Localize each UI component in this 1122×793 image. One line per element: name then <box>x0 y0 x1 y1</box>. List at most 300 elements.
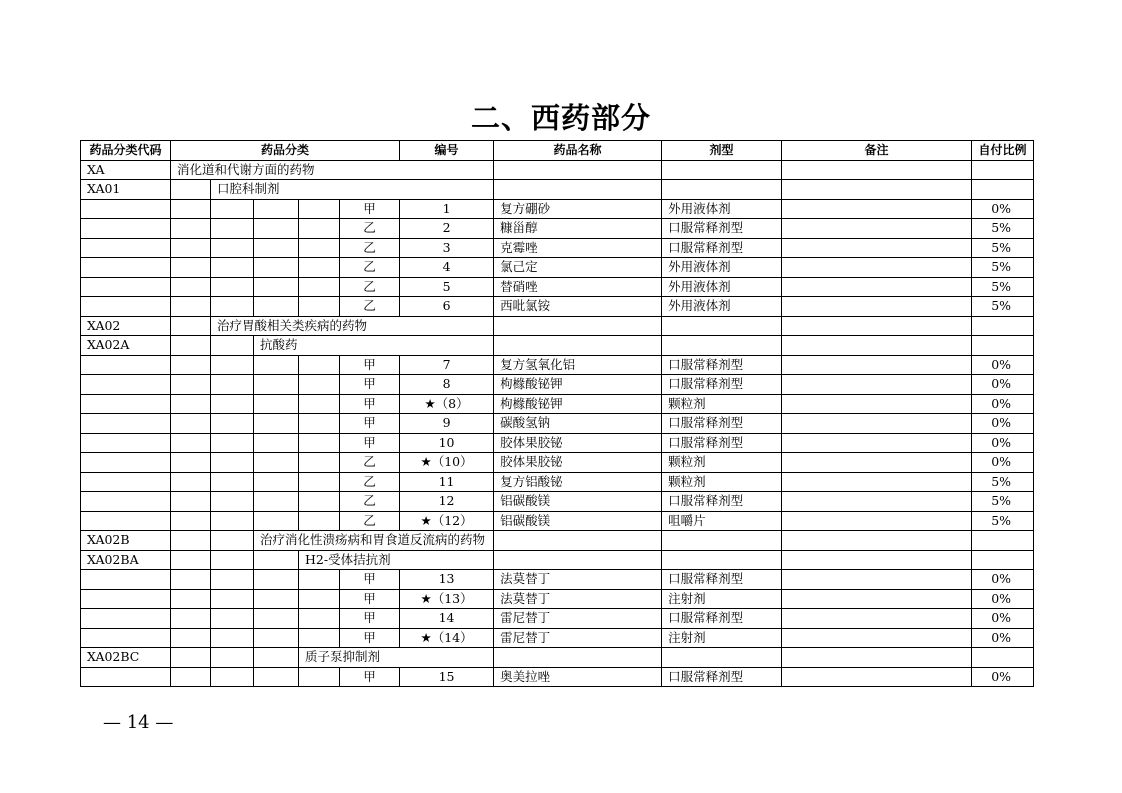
drug-row <box>81 375 1034 395</box>
drug-ratio: 0% <box>972 667 1034 687</box>
empty-cell <box>211 570 254 590</box>
drug-ratio: 5% <box>972 219 1034 239</box>
empty-cell <box>254 570 299 590</box>
empty-cell <box>171 258 211 278</box>
drug-form: 口服常释剂型 <box>662 667 782 687</box>
drug-note <box>782 570 972 590</box>
drug-note <box>782 667 972 687</box>
empty-cell <box>254 297 299 317</box>
drug-ratio: 5% <box>972 297 1034 317</box>
empty-cell <box>254 219 299 239</box>
drug-class: 甲 <box>340 414 400 434</box>
drug-ratio: 0% <box>972 394 1034 414</box>
empty-cell <box>171 414 211 434</box>
empty-cell <box>782 648 972 668</box>
drug-name: 雷尼替丁 <box>494 628 662 648</box>
empty-cell <box>211 375 254 395</box>
drug-class: 乙 <box>340 258 400 278</box>
drug-class: 乙 <box>340 511 400 531</box>
category-label: 口腔科制剂 <box>211 180 494 200</box>
category-code: XA <box>81 160 171 180</box>
empty-cell <box>494 648 662 668</box>
drug-class: 乙 <box>340 219 400 239</box>
drug-ratio: 0% <box>972 589 1034 609</box>
empty-cell <box>211 589 254 609</box>
empty-cell <box>81 277 171 297</box>
drug-number: 12 <box>400 492 494 512</box>
drug-name: 胶体果胶铋 <box>494 453 662 473</box>
table-body <box>81 160 1034 687</box>
drug-ratio: 0% <box>972 609 1034 629</box>
drug-form: 口服常释剂型 <box>662 433 782 453</box>
drug-row <box>81 219 1034 239</box>
empty-cell <box>171 355 211 375</box>
drug-ratio: 0% <box>972 433 1034 453</box>
empty-cell <box>171 648 211 668</box>
drug-note <box>782 277 972 297</box>
empty-cell <box>171 667 211 687</box>
empty-cell <box>972 336 1034 356</box>
empty-cell <box>972 648 1034 668</box>
empty-cell <box>171 570 211 590</box>
drug-class: 甲 <box>340 667 400 687</box>
drug-row <box>81 453 1034 473</box>
empty-cell <box>972 180 1034 200</box>
drug-number: 1 <box>400 199 494 219</box>
empty-cell <box>171 238 211 258</box>
empty-cell <box>299 570 340 590</box>
empty-cell <box>254 472 299 492</box>
empty-cell <box>254 667 299 687</box>
drug-row <box>81 297 1034 317</box>
empty-cell <box>81 433 171 453</box>
drug-ratio: 0% <box>972 199 1034 219</box>
drug-note <box>782 414 972 434</box>
empty-cell <box>211 277 254 297</box>
drug-number: 6 <box>400 297 494 317</box>
empty-cell <box>299 511 340 531</box>
category-label: H2-受体拮抗剂 <box>299 550 494 570</box>
category-label: 治疗消化性溃疡病和胃食道反流病的药物 <box>254 531 494 551</box>
drug-name: 奥美拉唑 <box>494 667 662 687</box>
drug-number: ★（14） <box>400 628 494 648</box>
empty-cell <box>171 336 211 356</box>
empty-cell <box>254 238 299 258</box>
empty-cell <box>972 316 1034 336</box>
drug-row <box>81 570 1034 590</box>
drug-number: 5 <box>400 277 494 297</box>
drug-number: 14 <box>400 609 494 629</box>
empty-cell <box>662 336 782 356</box>
empty-cell <box>662 316 782 336</box>
drug-note <box>782 394 972 414</box>
drug-form: 口服常释剂型 <box>662 414 782 434</box>
category-row <box>81 531 1034 551</box>
empty-cell <box>254 355 299 375</box>
drug-number: ★（13） <box>400 589 494 609</box>
drug-row <box>81 277 1034 297</box>
empty-cell <box>254 492 299 512</box>
drug-ratio: 5% <box>972 277 1034 297</box>
drug-row <box>81 394 1034 414</box>
empty-cell <box>254 511 299 531</box>
empty-cell <box>81 511 171 531</box>
drug-name: 糠甾醇 <box>494 219 662 239</box>
drug-name: 铝碳酸镁 <box>494 511 662 531</box>
drug-ratio: 0% <box>972 628 1034 648</box>
empty-cell <box>211 531 254 551</box>
empty-cell <box>254 648 299 668</box>
empty-cell <box>782 316 972 336</box>
drug-class: 乙 <box>340 472 400 492</box>
drug-note <box>782 609 972 629</box>
drug-form: 颗粒剂 <box>662 453 782 473</box>
empty-cell <box>254 199 299 219</box>
drug-note <box>782 511 972 531</box>
drug-name: 雷尼替丁 <box>494 609 662 629</box>
drug-ratio: 5% <box>972 258 1034 278</box>
empty-cell <box>254 453 299 473</box>
drug-note <box>782 628 972 648</box>
drug-number: 15 <box>400 667 494 687</box>
empty-cell <box>254 433 299 453</box>
category-code: XA01 <box>81 180 171 200</box>
empty-cell <box>299 199 340 219</box>
drug-class: 甲 <box>340 589 400 609</box>
drug-name: 复方铝酸铋 <box>494 472 662 492</box>
drug-name: 铝碳酸镁 <box>494 492 662 512</box>
empty-cell <box>972 550 1034 570</box>
drug-ratio: 5% <box>972 492 1034 512</box>
empty-cell <box>171 628 211 648</box>
drug-note <box>782 492 972 512</box>
empty-cell <box>299 667 340 687</box>
drug-ratio: 5% <box>972 472 1034 492</box>
empty-cell <box>211 472 254 492</box>
empty-cell <box>662 160 782 180</box>
header-ratio: 自付比例 <box>972 141 1034 161</box>
header-note: 备注 <box>782 141 972 161</box>
drug-row <box>81 414 1034 434</box>
empty-cell <box>299 472 340 492</box>
drug-form: 口服常释剂型 <box>662 238 782 258</box>
category-code: XA02 <box>81 316 171 336</box>
empty-cell <box>211 511 254 531</box>
empty-cell <box>211 297 254 317</box>
drug-class: 甲 <box>340 628 400 648</box>
drug-form: 口服常释剂型 <box>662 375 782 395</box>
drug-note <box>782 355 972 375</box>
drug-name: 胶体果胶铋 <box>494 433 662 453</box>
empty-cell <box>171 511 211 531</box>
empty-cell <box>211 355 254 375</box>
empty-cell <box>254 277 299 297</box>
drug-class: 乙 <box>340 453 400 473</box>
empty-cell <box>171 277 211 297</box>
empty-cell <box>81 258 171 278</box>
empty-cell <box>81 609 171 629</box>
table-header-row <box>81 141 1034 161</box>
category-row <box>81 648 1034 668</box>
category-row <box>81 550 1034 570</box>
empty-cell <box>171 199 211 219</box>
drug-form: 注射剂 <box>662 589 782 609</box>
drug-form: 颗粒剂 <box>662 472 782 492</box>
drug-number: 13 <box>400 570 494 590</box>
drug-class: 甲 <box>340 570 400 590</box>
empty-cell <box>299 433 340 453</box>
empty-cell <box>81 414 171 434</box>
category-row <box>81 160 1034 180</box>
empty-cell <box>211 453 254 473</box>
drug-ratio: 5% <box>972 511 1034 531</box>
drug-class: 甲 <box>340 433 400 453</box>
empty-cell <box>254 375 299 395</box>
empty-cell <box>81 355 171 375</box>
empty-cell <box>171 550 211 570</box>
drug-form: 注射剂 <box>662 628 782 648</box>
drug-name: 枸橼酸铋钾 <box>494 375 662 395</box>
empty-cell <box>299 297 340 317</box>
empty-cell <box>254 609 299 629</box>
empty-cell <box>171 609 211 629</box>
empty-cell <box>81 219 171 239</box>
empty-cell <box>211 219 254 239</box>
empty-cell <box>494 160 662 180</box>
drug-form: 外用液体剂 <box>662 277 782 297</box>
empty-cell <box>782 180 972 200</box>
empty-cell <box>299 492 340 512</box>
empty-cell <box>171 316 211 336</box>
empty-cell <box>254 258 299 278</box>
empty-cell <box>662 531 782 551</box>
empty-cell <box>299 414 340 434</box>
empty-cell <box>299 628 340 648</box>
empty-cell <box>211 628 254 648</box>
drug-row <box>81 667 1034 687</box>
drug-row <box>81 609 1034 629</box>
drug-number: 10 <box>400 433 494 453</box>
empty-cell <box>254 628 299 648</box>
drug-name: 枸橼酸铋钾 <box>494 394 662 414</box>
drug-number: ★（8） <box>400 394 494 414</box>
empty-cell <box>211 199 254 219</box>
drug-note <box>782 238 972 258</box>
empty-cell <box>81 199 171 219</box>
drug-ratio: 0% <box>972 453 1034 473</box>
empty-cell <box>299 375 340 395</box>
category-row <box>81 316 1034 336</box>
drug-row <box>81 492 1034 512</box>
empty-cell <box>81 472 171 492</box>
drug-name: 法莫替丁 <box>494 589 662 609</box>
drug-number: 7 <box>400 355 494 375</box>
drug-ratio: 0% <box>972 414 1034 434</box>
empty-cell <box>299 589 340 609</box>
drug-number: 8 <box>400 375 494 395</box>
empty-cell <box>299 453 340 473</box>
empty-cell <box>299 609 340 629</box>
empty-cell <box>494 180 662 200</box>
drug-form: 口服常释剂型 <box>662 609 782 629</box>
empty-cell <box>171 180 211 200</box>
category-code: XA02B <box>81 531 171 551</box>
empty-cell <box>299 238 340 258</box>
empty-cell <box>662 648 782 668</box>
category-label: 质子泵抑制剂 <box>299 648 494 668</box>
drug-form: 颗粒剂 <box>662 394 782 414</box>
category-code: XA02A <box>81 336 171 356</box>
drug-note <box>782 199 972 219</box>
drug-number: ★（10） <box>400 453 494 473</box>
drug-note <box>782 219 972 239</box>
empty-cell <box>211 238 254 258</box>
empty-cell <box>81 394 171 414</box>
drug-name: 法莫替丁 <box>494 570 662 590</box>
drug-form: 外用液体剂 <box>662 258 782 278</box>
drug-form: 外用液体剂 <box>662 199 782 219</box>
drug-number: 2 <box>400 219 494 239</box>
empty-cell <box>171 531 211 551</box>
empty-cell <box>81 628 171 648</box>
empty-cell <box>171 219 211 239</box>
drug-row <box>81 511 1034 531</box>
empty-cell <box>171 297 211 317</box>
drug-number: 4 <box>400 258 494 278</box>
empty-cell <box>299 355 340 375</box>
drug-class: 甲 <box>340 394 400 414</box>
empty-cell <box>211 550 254 570</box>
header-form: 剂型 <box>662 141 782 161</box>
empty-cell <box>494 336 662 356</box>
drug-form: 外用液体剂 <box>662 297 782 317</box>
drug-row <box>81 628 1034 648</box>
category-label: 治疗胃酸相关类疾病的药物 <box>211 316 494 336</box>
drug-class: 甲 <box>340 375 400 395</box>
drug-class: 甲 <box>340 609 400 629</box>
header-number: 编号 <box>400 141 494 161</box>
empty-cell <box>81 570 171 590</box>
empty-cell <box>171 589 211 609</box>
empty-cell <box>494 550 662 570</box>
drug-number: 11 <box>400 472 494 492</box>
empty-cell <box>662 550 782 570</box>
empty-cell <box>211 609 254 629</box>
drug-class: 乙 <box>340 238 400 258</box>
drug-class: 甲 <box>340 199 400 219</box>
drug-note <box>782 589 972 609</box>
empty-cell <box>211 258 254 278</box>
drug-number: 3 <box>400 238 494 258</box>
drug-name: 替硝唑 <box>494 277 662 297</box>
page-number: — 14 — <box>103 712 174 733</box>
drug-number: 9 <box>400 414 494 434</box>
drug-ratio: 5% <box>972 238 1034 258</box>
empty-cell <box>254 589 299 609</box>
empty-cell <box>211 336 254 356</box>
empty-cell <box>211 492 254 512</box>
drug-name: 西吡氯铵 <box>494 297 662 317</box>
empty-cell <box>171 492 211 512</box>
empty-cell <box>494 316 662 336</box>
empty-cell <box>81 453 171 473</box>
header-code: 药品分类代码 <box>81 141 171 161</box>
drug-form: 咀嚼片 <box>662 511 782 531</box>
drug-class: 乙 <box>340 277 400 297</box>
drug-number: ★（12） <box>400 511 494 531</box>
empty-cell <box>254 394 299 414</box>
category-row <box>81 180 1034 200</box>
empty-cell <box>211 414 254 434</box>
empty-cell <box>211 394 254 414</box>
drug-row <box>81 238 1034 258</box>
drug-row <box>81 258 1034 278</box>
drug-ratio: 0% <box>972 355 1034 375</box>
drug-class: 乙 <box>340 297 400 317</box>
category-code: XA02BC <box>81 648 171 668</box>
empty-cell <box>81 667 171 687</box>
empty-cell <box>171 453 211 473</box>
drug-row <box>81 433 1034 453</box>
drug-note <box>782 472 972 492</box>
drug-name: 复方硼砂 <box>494 199 662 219</box>
drug-row <box>81 355 1034 375</box>
empty-cell <box>81 589 171 609</box>
empty-cell <box>171 394 211 414</box>
empty-cell <box>211 667 254 687</box>
drug-note <box>782 453 972 473</box>
empty-cell <box>494 531 662 551</box>
category-label: 消化道和代谢方面的药物 <box>171 160 494 180</box>
drug-note <box>782 375 972 395</box>
drug-form: 口服常释剂型 <box>662 492 782 512</box>
drug-note <box>782 297 972 317</box>
empty-cell <box>972 160 1034 180</box>
drug-form: 口服常释剂型 <box>662 355 782 375</box>
empty-cell <box>254 414 299 434</box>
empty-cell <box>972 531 1034 551</box>
category-label: 抗酸药 <box>254 336 494 356</box>
empty-cell <box>171 472 211 492</box>
empty-cell <box>211 648 254 668</box>
drug-form: 口服常释剂型 <box>662 219 782 239</box>
drug-name: 复方氢氧化铝 <box>494 355 662 375</box>
empty-cell <box>81 297 171 317</box>
empty-cell <box>299 219 340 239</box>
empty-cell <box>171 433 211 453</box>
drug-name: 碳酸氢钠 <box>494 414 662 434</box>
category-row <box>81 336 1034 356</box>
empty-cell <box>662 180 782 200</box>
drug-class: 甲 <box>340 355 400 375</box>
drug-ratio: 0% <box>972 375 1034 395</box>
empty-cell <box>171 375 211 395</box>
empty-cell <box>299 258 340 278</box>
empty-cell <box>299 394 340 414</box>
empty-cell <box>81 492 171 512</box>
empty-cell <box>782 531 972 551</box>
empty-cell <box>81 375 171 395</box>
empty-cell <box>782 336 972 356</box>
category-code: XA02BA <box>81 550 171 570</box>
drug-form: 口服常释剂型 <box>662 570 782 590</box>
drug-name: 氯己定 <box>494 258 662 278</box>
drug-class: 乙 <box>340 492 400 512</box>
drug-table <box>80 140 1034 687</box>
drug-ratio: 0% <box>972 570 1034 590</box>
page-title: 二、西药部分 <box>470 101 651 135</box>
header-category: 药品分类 <box>171 141 400 161</box>
